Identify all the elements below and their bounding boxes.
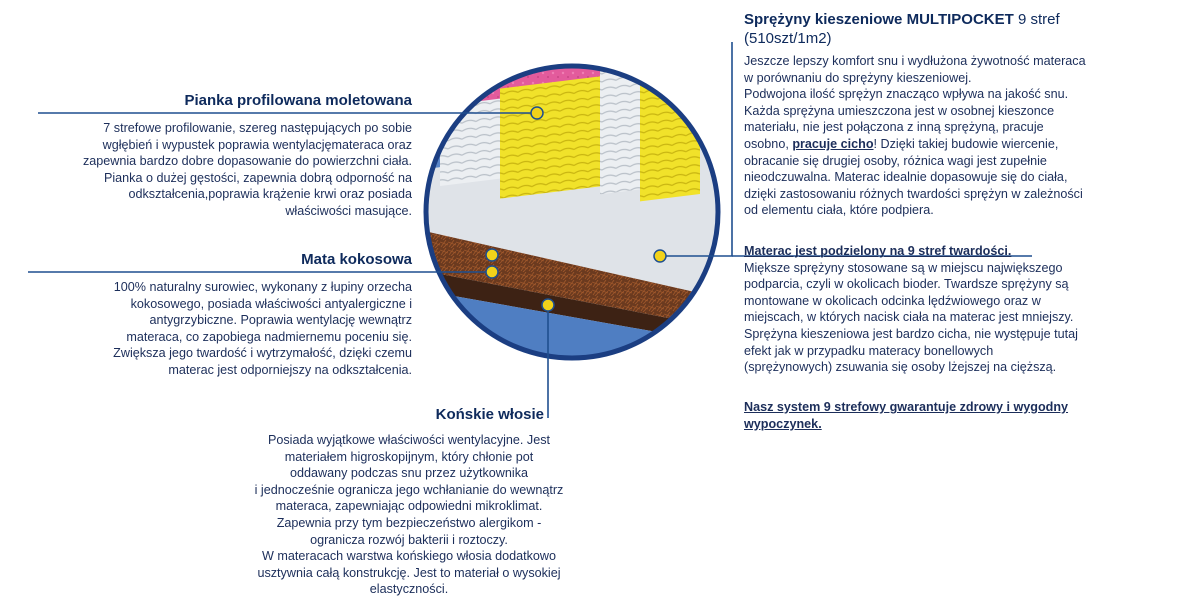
final-statement <box>744 399 1190 432</box>
mata-line: materaca, co zapobiega nadmiernemu poceniu się. <box>126 329 412 344</box>
pianka-line: właściwości masujące. <box>285 203 412 218</box>
sprezyny-line: dzięki zastosowaniu różnych twardości sprężyn w zależności <box>744 186 1083 201</box>
mata-description <box>20 279 412 379</box>
marker-pianka <box>531 107 543 119</box>
strefy-line: (sprężynowych) zsuwania się osoby lżejszej na cięższą. <box>744 360 1057 375</box>
sprezyny-osobno-pre: osobno, <box>744 136 793 151</box>
pianka-line: zapewnia bardzo dobre dopasowanie do powierzchni ciała. <box>82 154 412 169</box>
konskie-line: usztywnia całą konstrukcję. Jest to materiał o wysokiej <box>257 565 561 580</box>
sprezyny-line-osobno <box>744 136 1190 153</box>
pianka-title: Pianka profilowana moletowana <box>184 92 412 109</box>
marker-mata-b <box>486 266 498 278</box>
pianka-line: wgłębień i wypustek poprawia wentylacjęmateraca oraz <box>102 137 412 152</box>
sprezyny-title: Sprężyny kieszeniowe MULTIPOCKET <box>744 11 1014 28</box>
sprezyny-line: materiału, nie jest połączona z inną sprężyną, pracuje <box>744 120 1044 135</box>
konskie-line: ogranicza rozwój bakterii i roztoczy. <box>310 532 508 547</box>
sprezyny-line: Podwojona ilość sprężyn znacząco wpływa na jakość snu. <box>744 87 1069 102</box>
sprezyny-zones: 9 stref <box>1017 11 1060 28</box>
sprezyny-description <box>744 53 1190 219</box>
strefy-line: montowane w okolicach odcinka lędźwiowego oraz w <box>744 293 1041 308</box>
strefy-heading: Materac jest podzielony na 9 stref twardości. <box>744 244 1012 258</box>
konskie-title: Końskie włosie <box>435 406 544 423</box>
pianka-line: Pianka o dużej gęstości, zapewnia dobrą odporność na <box>103 170 412 185</box>
sprezyny-line: obracanie się drugiej osoby, różnica wagi jest zupełnie <box>744 153 1047 168</box>
pianka-line: odkształcenia,poprawia krążenie krwi oraz posiada <box>128 187 412 202</box>
sprezyny-line: Każda sprężyna umieszczona jest w osobnej kieszonce <box>744 103 1055 118</box>
mata-title: Mata kokosowa <box>301 251 412 268</box>
mata-line: antygrzybiczne. Poprawia wentylację wewnątrz <box>149 313 412 328</box>
mata-line: Zwiększa jego twardość i wytrzymałość, dzięki czemu <box>113 346 412 361</box>
sprezyny-line: nieodczuwalna. Materac idealnie dopasowuje się do ciała, <box>744 170 1068 185</box>
mattress-layers <box>420 44 730 370</box>
sprezyny-line: Jeszcze lepszy komfort snu i wydłużona żywotność materaca <box>744 54 1086 68</box>
pianka-line: 7 strefowe profilowanie, szereg następujących po sobie <box>103 121 412 135</box>
marker-konskie <box>542 299 554 311</box>
konskie-line: Posiada wyjątkowe właściwości wentylacyjne. Jest <box>267 433 551 447</box>
konskie-description <box>200 432 618 598</box>
marker-mata-a <box>486 249 498 261</box>
strefy-line: podparcia, czyli w okolicach bioder. Twardsze sprężyny są <box>744 277 1069 292</box>
konskie-line: materaca, zapewniając odpowiedni mikroklimat. <box>275 499 543 514</box>
final-line: Nasz system 9 strefowy gwarantuje zdrowy i wygodny <box>744 400 1069 414</box>
konskie-line: W materacach warstwa końskiego włosia dodatkowo <box>262 549 556 564</box>
sprezyny-line: w porównaniu do sprężyny kieszeniowej. <box>744 70 972 85</box>
pracuje-cicho-emphasis: pracuje cicho <box>792 136 874 151</box>
strefy-line: Miększe sprężyny stosowane są w miejscu największego <box>744 260 1063 275</box>
mata-line: 100% naturalny surowiec, wykonany z łupiny orzecha <box>113 280 412 294</box>
konskie-line: i jednocześnie ogranicza jego wchłanianie do wewnątrz <box>254 482 564 497</box>
konskie-line: Zapewnia przy tym bezpieczeństwo alergikom - <box>276 515 542 530</box>
marker-sprezyny <box>654 250 666 262</box>
sprezyny-subtitle: (510szt/1m2) <box>744 30 832 47</box>
strefy-section <box>744 243 1190 376</box>
sprezyny-header <box>744 10 1184 48</box>
sprezyny-line: od elementu ciała, które podpiera. <box>744 203 934 218</box>
konskie-line: oddawany podczas snu przez użytkownika <box>289 466 528 481</box>
sprezyny-osobno-post: ! Dzięki takiej budowie wiercenie, <box>873 136 1059 151</box>
strefy-line: miejscach, w których nacisk ciała na materac jest mniejszy. <box>744 310 1074 325</box>
konskie-line: elastyczności. <box>369 582 449 597</box>
strefy-line: Sprężyna kieszeniowa jest bardzo cicha, nie występuje tutaj <box>744 326 1078 341</box>
final-line: wypoczynek. <box>744 416 822 431</box>
strefy-line: efekt jak w przypadku materacy bonellowych <box>744 343 994 358</box>
konskie-line: materiałem higroskopijnym, który chłonie pot <box>284 449 534 464</box>
pianka-description <box>20 120 412 220</box>
mata-line: kokosowego, posiada właściwości antyalergiczne i <box>130 296 412 311</box>
mata-line: materac jest odporniejszy na odkształcenia. <box>168 362 412 377</box>
